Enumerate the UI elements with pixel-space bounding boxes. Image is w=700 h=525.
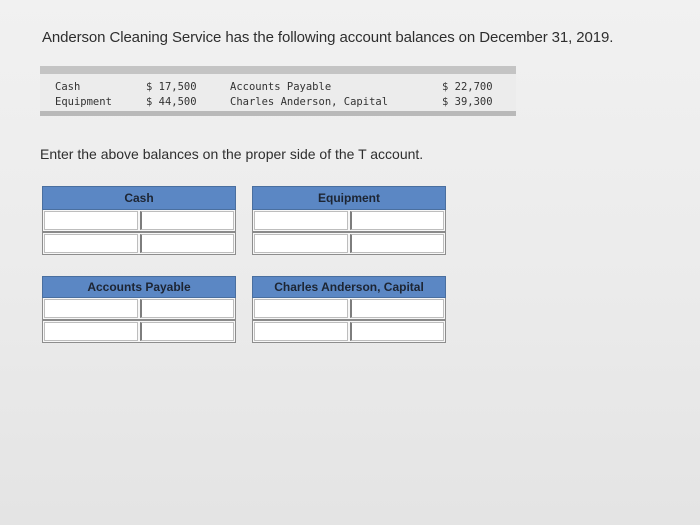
credit-input[interactable] bbox=[350, 234, 445, 253]
t-account-body bbox=[42, 298, 236, 343]
credit-input[interactable] bbox=[140, 299, 235, 318]
balance-amount: $ 39,300 bbox=[442, 96, 493, 108]
t-account-row bbox=[253, 298, 445, 319]
t-account-row bbox=[253, 319, 445, 342]
balance-name: Accounts Payable bbox=[230, 81, 332, 93]
balance-names-right bbox=[230, 80, 388, 110]
credit-input[interactable] bbox=[350, 322, 445, 341]
t-account-title: Cash bbox=[42, 186, 236, 210]
t-account-capital bbox=[252, 276, 446, 343]
credit-input[interactable] bbox=[140, 234, 235, 253]
balance-name: Equipment bbox=[55, 96, 112, 108]
t-account-row bbox=[43, 210, 235, 231]
instruction-text: Enter the above balances on the proper side of the T account. bbox=[40, 146, 424, 162]
debit-input[interactable] bbox=[254, 211, 348, 230]
problem-title: Anderson Cleaning Service has the following account balances on December 31, 2019. bbox=[42, 29, 614, 46]
credit-input[interactable] bbox=[140, 322, 235, 341]
t-account-row bbox=[253, 231, 445, 254]
t-account-body bbox=[252, 298, 446, 343]
debit-input[interactable] bbox=[254, 299, 348, 318]
t-account-cash bbox=[42, 186, 236, 255]
t-account-equipment bbox=[252, 186, 446, 255]
credit-input[interactable] bbox=[140, 211, 235, 230]
balance-amounts-left bbox=[146, 80, 197, 110]
balance-name: Cash bbox=[55, 81, 81, 93]
t-account-title: Charles Anderson, Capital bbox=[252, 276, 446, 298]
balance-amounts-right bbox=[442, 80, 493, 110]
t-account-title: Equipment bbox=[252, 186, 446, 210]
credit-input[interactable] bbox=[350, 299, 445, 318]
debit-input[interactable] bbox=[254, 322, 348, 341]
debit-input[interactable] bbox=[254, 234, 348, 253]
account-balances-table bbox=[40, 66, 516, 116]
debit-input[interactable] bbox=[44, 211, 138, 230]
t-account-row bbox=[43, 231, 235, 254]
debit-input[interactable] bbox=[44, 234, 138, 253]
t-account-row bbox=[253, 210, 445, 231]
t-account-body bbox=[252, 210, 446, 255]
t-account-row bbox=[43, 319, 235, 342]
t-account-body bbox=[42, 210, 236, 255]
balance-names-left bbox=[55, 80, 112, 110]
t-account-title: Accounts Payable bbox=[42, 276, 236, 298]
debit-input[interactable] bbox=[44, 322, 138, 341]
credit-input[interactable] bbox=[350, 211, 445, 230]
balance-amount: $ 44,500 bbox=[146, 96, 197, 108]
balance-amount: $ 17,500 bbox=[146, 81, 197, 93]
debit-input[interactable] bbox=[44, 299, 138, 318]
t-account-accounts-payable bbox=[42, 276, 236, 343]
balance-amount: $ 22,700 bbox=[442, 81, 493, 93]
t-account-row bbox=[43, 298, 235, 319]
balance-name: Charles Anderson, Capital bbox=[230, 96, 389, 108]
